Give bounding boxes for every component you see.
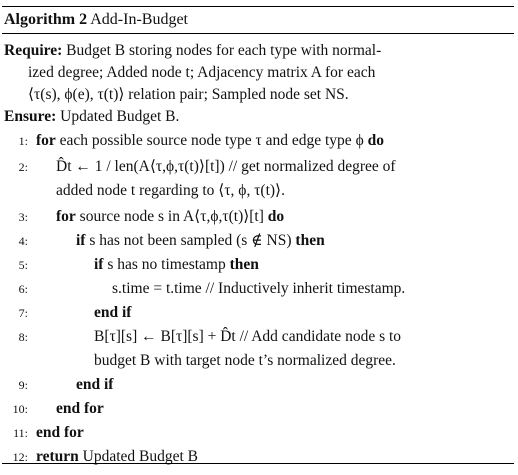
require-text-3: ⟨τ(s), ϕ(e), τ(t)⟩ relation pair; Sampled node set NS. — [28, 86, 349, 103]
require-text-2: ized degree; Added node t; Adjacency matrix A for each — [28, 64, 376, 81]
algo-line-12 — [36, 446, 198, 468]
algo-line-2a — [56, 156, 396, 178]
keyword-end-for: end for — [36, 424, 84, 441]
keyword-for: for — [36, 132, 56, 149]
line-number: 11: — [13, 426, 28, 440]
keyword-if: if — [76, 232, 86, 249]
require-keyword: Require: — [4, 42, 63, 59]
line-text: s has no timestamp — [107, 256, 226, 273]
line-text: D̂t ← 1 / len(A⟨τ,ϕ,τ(t)⟩[t]) // get normalized degree of — [56, 158, 396, 175]
keyword-do: do — [267, 208, 285, 225]
ensure-line — [4, 106, 179, 128]
keyword-do: do — [367, 132, 384, 149]
algo-line-5 — [94, 254, 259, 276]
require-line-3 — [28, 84, 349, 106]
algorithm-name: Add-In-Budget — [90, 11, 188, 28]
title-rule — [2, 33, 514, 34]
keyword-if: if — [94, 256, 104, 273]
ensure-text: Updated Budget B. — [60, 108, 180, 125]
algo-line-8b — [94, 350, 396, 372]
bottom-rule — [2, 463, 514, 464]
keyword-then: then — [295, 232, 325, 249]
keyword-for: for — [56, 208, 76, 225]
line-text: each possible source node type τ and edge type ϕ — [59, 132, 364, 149]
line-number: 12: — [12, 450, 28, 464]
algo-line-11 — [36, 422, 84, 444]
algorithm-block — [2, 6, 514, 465]
line-text: source node s in A⟨τ,ϕ,τ(t)⟩[t] — [79, 208, 264, 225]
line-text: s.time = t.time // Inductively inherit timestamp. — [112, 280, 406, 297]
keyword-end-if: end if — [76, 376, 114, 393]
require-line-2 — [28, 62, 375, 84]
line-text: B[τ][s] ← B[τ][s] + D̂t // Add candidate node s to — [94, 328, 402, 345]
line-text: added node t regarding to ⟨τ, ϕ, τ(t)⟩. — [56, 182, 285, 199]
keyword-end-for: end for — [56, 400, 104, 417]
line-number: 8: — [18, 330, 28, 344]
algorithm-title — [2, 7, 514, 33]
keyword-then: then — [229, 256, 259, 273]
line-number: 5: — [18, 258, 28, 272]
require-line-1 — [4, 40, 381, 62]
algo-line-2b — [56, 180, 285, 202]
keyword-return: return — [36, 448, 79, 465]
algo-line-4 — [76, 230, 325, 252]
algorithm-label: Algorithm 2 — [4, 11, 88, 28]
algo-line-3 — [56, 206, 284, 228]
ensure-keyword: Ensure: — [4, 108, 57, 125]
line-text: Updated Budget B — [82, 448, 199, 465]
line-number: 7: — [18, 306, 28, 320]
line-number: 1: — [18, 134, 28, 148]
line-number: 10: — [12, 402, 28, 416]
algo-line-6 — [112, 278, 405, 300]
algo-line-9 — [76, 374, 113, 396]
require-text-1: Budget B storing nodes for each type with normal- — [66, 42, 382, 59]
line-number: 4: — [18, 234, 28, 248]
algo-line-7 — [94, 302, 131, 324]
line-number: 6: — [18, 282, 28, 296]
keyword-end-if: end if — [94, 304, 132, 321]
line-number: 3: — [18, 210, 28, 224]
line-number: 9: — [18, 378, 28, 392]
line-number: 2: — [18, 160, 28, 174]
line-text: s has not been sampled (s ∉ NS) — [89, 232, 292, 249]
line-text: budget B with target node t’s normalized degree. — [94, 352, 396, 369]
algo-line-10 — [56, 398, 104, 420]
algo-line-8a — [94, 326, 401, 348]
algo-line-1 — [36, 130, 384, 152]
